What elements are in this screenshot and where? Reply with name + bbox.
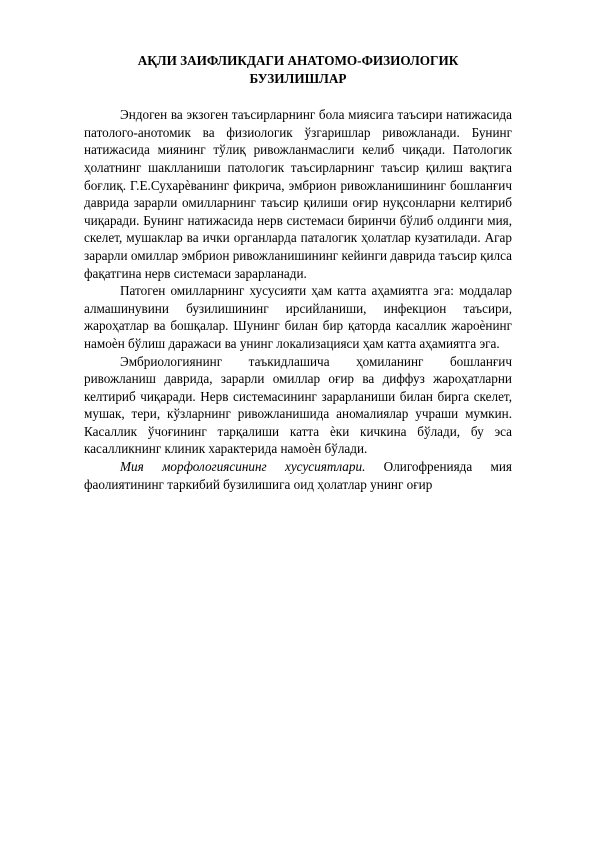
title-line-2: БУЗИЛИШЛАР	[249, 70, 347, 86]
paragraph-4	[84, 458, 512, 493]
paragraph-2: Патоген омилларнинг хусусияти ҳам катта аҳамиятга эга: моддалар алмашинувини бузилишининг ирсийланиши, инфекцион таъсири, жароҳатлар ва бошқалар. Шунинг билан бир қаторда касаллик жароѐнинг намоѐн бўлиш даражаси ва унинг локализацияси ҳам катта аҳамиятга эга.	[84, 283, 512, 351]
title-line-1: АҚЛИ ЗАИФЛИКДАГИ АНАТОМО-ФИЗИОЛОГИК	[137, 53, 459, 68]
paragraph-3: Эмбриологиянинг таъкидлашича ҳомиланинг бошланғич ривожланиш даврида, зарарли омиллар оғир ва диффуз жароҳатларни келтириб чиқаради. Нерв системасининг зарарланиши билан бирга скелет, мушак, тери, кўзларнинг ривожланишида аномалиялар учраши мумкин. Касаллик ўчоғининг тарқалиши катта ѐки кичкина бўлади, бу эса касалликнинг клиник характерида намоѐн бўлади.	[84, 353, 512, 457]
paragraph-1: Эндоген ва экзоген таъсирларнинг бола миясига таъсири натижасида патолого-анотомик ва физиологик ўзгаришлар ривожланади. Бунинг натижасида миянинг тўлиқ ривожланмаслиги келиб чиқади. Патологик ҳолатнинг шаклланиши патологик таъсирларнинг таъсир қилиш вақтига боғлиқ. Г.Е.Сухарѐванинг фикрича, эмбрион ривожланишининг бошланғич даврида зарарли омилларнинг таъсир қилиши оғир нуқсонларни келтириб чиқаради. Бунинг натижасида нерв системаси биринчи бўлиб олдинги мия, скелет, мушаклар ва ички органларда паталогик ҳолатлар кузатилади. Агар зарарли омиллар эмбрион ривожланишининг кейинги даврида таъсир қилса фақатгина нерв системаси зарарланади.	[84, 107, 512, 281]
section-heading-inline: Мия морфологиясининг хусусиятлари.	[120, 459, 366, 475]
document-page	[84, 52, 512, 493]
paragraph-4-text: Олигофренияда мия фаолиятининг таркибий бузилишига оид ҳолатлар унинг оғир	[84, 459, 512, 492]
document-title	[84, 52, 512, 87]
